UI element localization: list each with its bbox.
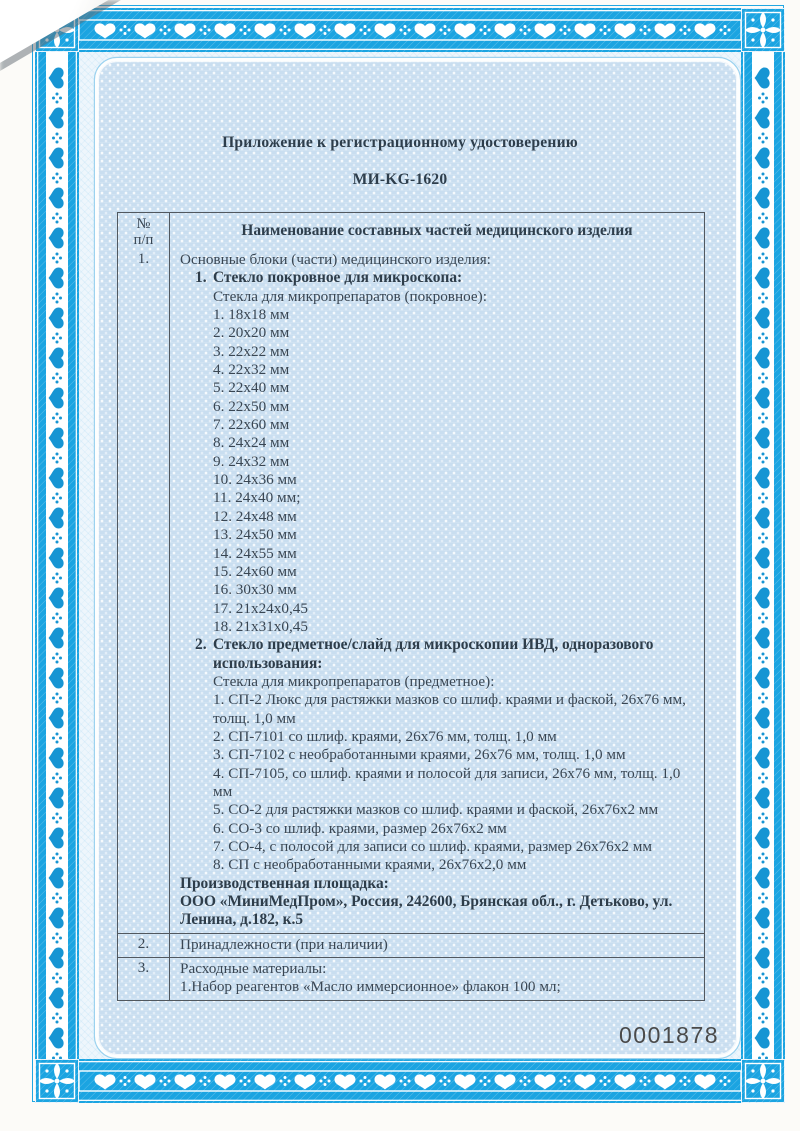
corner-medallion-icon [741,1059,785,1103]
text-line: 1. СП-2 Люкс для растяжки мазков со шлиф. краями и фаской, 26x76 мм, толщ. 1,0 мм [213,691,686,727]
text-line: 7. 22x60 мм [213,416,290,434]
text-line: 7. СО-4, с полосой для записи со шлиф. краями, размер 26x76x2 мм [213,838,652,855]
header-num-bottom: п/п [133,231,154,248]
header-num-cell [118,213,170,249]
text-line: 3. 22x22 мм [213,342,290,360]
text-line: 6. СО-3 со шлиф. краями, размер 26x76x2 мм [213,819,507,837]
header-num-top: № [136,215,151,232]
border-ornament-top [79,8,741,52]
text-line: 5. 22x40 мм [213,379,290,397]
text-line: Стекла для микропрепаратов (покровное): [213,287,487,305]
registration-number: МИ-KG-1620 [352,171,448,188]
text-line: 2. СП-7101 со шлиф. краями, 26x76 мм, толщ. 1,0 мм [213,727,557,745]
text-line: 12. 24x48 мм [213,507,297,525]
components-table [117,212,705,1001]
text-line: 4. 22x32 мм [213,361,290,379]
corner-medallion-icon [35,1059,79,1103]
table-header-row [118,213,704,249]
text-line: 18. 21x31x0,45 [213,617,308,635]
text-line: 6. 22x50 мм [213,397,290,415]
text-line: 17. 21x24x0,45 [213,599,308,617]
text-line: 5. СО-2 для растяжки мазков со шлиф. краями и фаской, 26x76x2 мм [213,801,659,819]
table-row [118,957,704,1000]
text-line: 16. 30x30 мм [213,581,297,599]
text-line: 2. 20x20 мм [213,324,290,342]
row-number: 3. [118,958,170,1000]
list-marker: 1. [195,269,207,287]
text-line: 14. 24x55 мм [213,544,297,562]
text-line: 9. 24x32 мм [213,452,290,470]
text-line: 13. 24x50 мм [213,526,297,544]
text-line: 15. 24x60 мм [213,562,297,580]
text-line: 2. Стекло предметное/слайд для микроскопии ИВД, одноразового использования: [195,636,654,672]
text-line: 1. Стекло покровное для микроскопа: [195,269,463,287]
border-ornament-left [35,52,79,1059]
row-content [170,249,704,933]
corner-medallion-icon [741,8,785,52]
serial-number: 0001878 [619,1022,720,1048]
text-line: 3. СП-7102 с необработанными краями, 26x76 мм, толщ. 1,0 мм [213,746,626,764]
text-line: 11. 24x40 мм; [213,489,301,507]
row-content [170,934,704,957]
text-line: Производственная площадка: [180,874,389,892]
text-line: 1. 18x18 мм [213,306,290,324]
text-line: Принадлежности (при наличии) [180,935,388,953]
list-marker: 2. [195,636,207,654]
border-ornament-bottom [79,1059,741,1103]
row-content [170,958,704,1000]
text-line: 1.Набор реагентов «Масло иммерсионное» флакон 100 мл; [180,978,561,996]
text-line: Основные блоки (части) медицинского изделия: [180,251,491,268]
text-line: 8. 24x24 мм [213,434,290,452]
text-line: 10. 24x36 мм [213,471,297,489]
row-number: 1. [118,249,170,933]
text-line: 4. СП-7105, со шлиф. краями и полосой для записи, 26x76 мм, толщ. 1,0 мм [213,764,681,800]
table-body [118,249,704,1000]
document-titles [95,134,705,189]
text-line: Стекла для микропрепаратов (предметное): [213,672,495,690]
header-name-cell: Наименование составных частей медицинского изделия [241,222,633,239]
text-line: 8. СП с необработанными краями, 26x76x2,0 мм [213,856,527,874]
row-number: 2. [118,934,170,957]
text-line: ООО «МиниМедПром», Россия, 242600, Брянская обл., г. Детьково, ул. Ленина, д.182, к.5 [180,893,673,929]
table-row [118,933,704,957]
text-line: Расходные материалы: [180,960,327,978]
page-title: Приложение к регистрационному удостоверению [222,134,578,151]
table-row [118,249,704,933]
border-ornament-right [741,52,785,1059]
